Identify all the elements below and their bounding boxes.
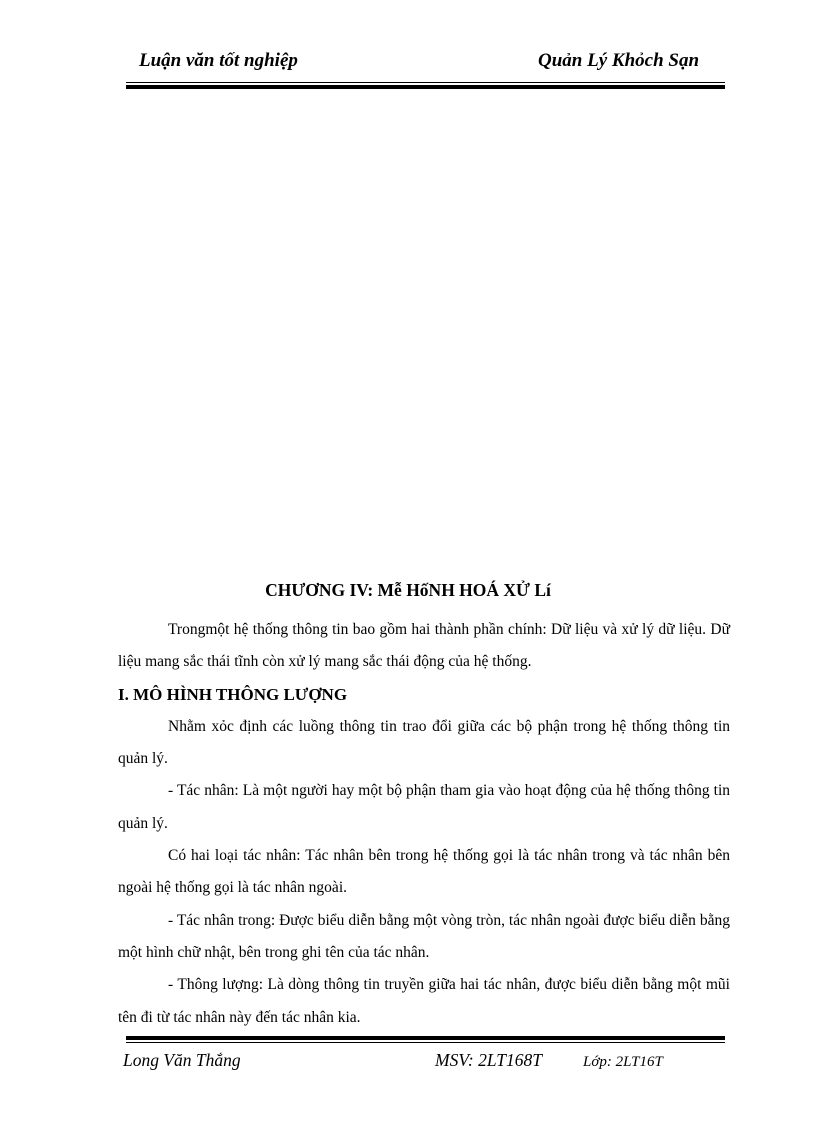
header-title-right: Quản Lý Khỏch Sạn <box>538 50 700 71</box>
footer-student-id: MSV: 2LT168T <box>435 1050 542 1070</box>
footer-author: Long Văn Thắng <box>123 1050 241 1070</box>
paragraph-agent: - Tác nhân: Là một người hay một bộ phận tham gia vào hoạt động của hệ thống thông tin quản lý. <box>118 782 730 832</box>
paragraph-agent-notation: - Tác nhân trong: Được biểu diễn bằng một vòng tròn, tác nhân ngoài được biểu diễn bằng một hình chữ nhật, bên trong ghi tên của tác nhân. <box>118 911 730 961</box>
chapter-title: CHƯƠNG IV: Mễ HốNH HOÁ XỬ Lí <box>265 580 551 600</box>
document-body <box>118 614 730 1034</box>
footer-class: Lớp: 2LT16T <box>583 1054 663 1070</box>
paragraph-intro: Trongmột hệ thống thông tin bao gồm hai thành phần chính: Dữ liệu và xử lý dữ liệu. Dữ liệu mang sắc thái tĩnh còn xử lý mang sắc thái động của hệ thống. <box>118 621 730 671</box>
footer-rule-thin <box>126 1042 725 1043</box>
paragraph-agent-types: Có hai loại tác nhân: Tác nhân bên trong hệ thống gọi là tác nhân trong và tác nhân bên ngoài hệ thống gọi là tác nhân ngoài. <box>118 847 730 897</box>
header-rule-thin <box>126 82 725 83</box>
footer-rule-thick <box>126 1036 725 1040</box>
paragraph-flow: - Thông lượng: Là dòng thông tin truyền giữa hai tác nhân, được biểu diễn bằng một mũi tên đi từ tác nhân này đến tác nhân kia. <box>118 976 730 1026</box>
paragraph-purpose: Nhằm xỏc định các luồng thông tin trao đổi giữa các bộ phận trong hệ thống thông tin quản lý. <box>118 717 730 768</box>
header-title-left: Luận văn tốt nghiệp <box>139 50 298 71</box>
section-heading: I. MÔ HÌNH THÔNG LƯỢNG <box>118 684 348 704</box>
header-rule-thick <box>126 85 725 89</box>
